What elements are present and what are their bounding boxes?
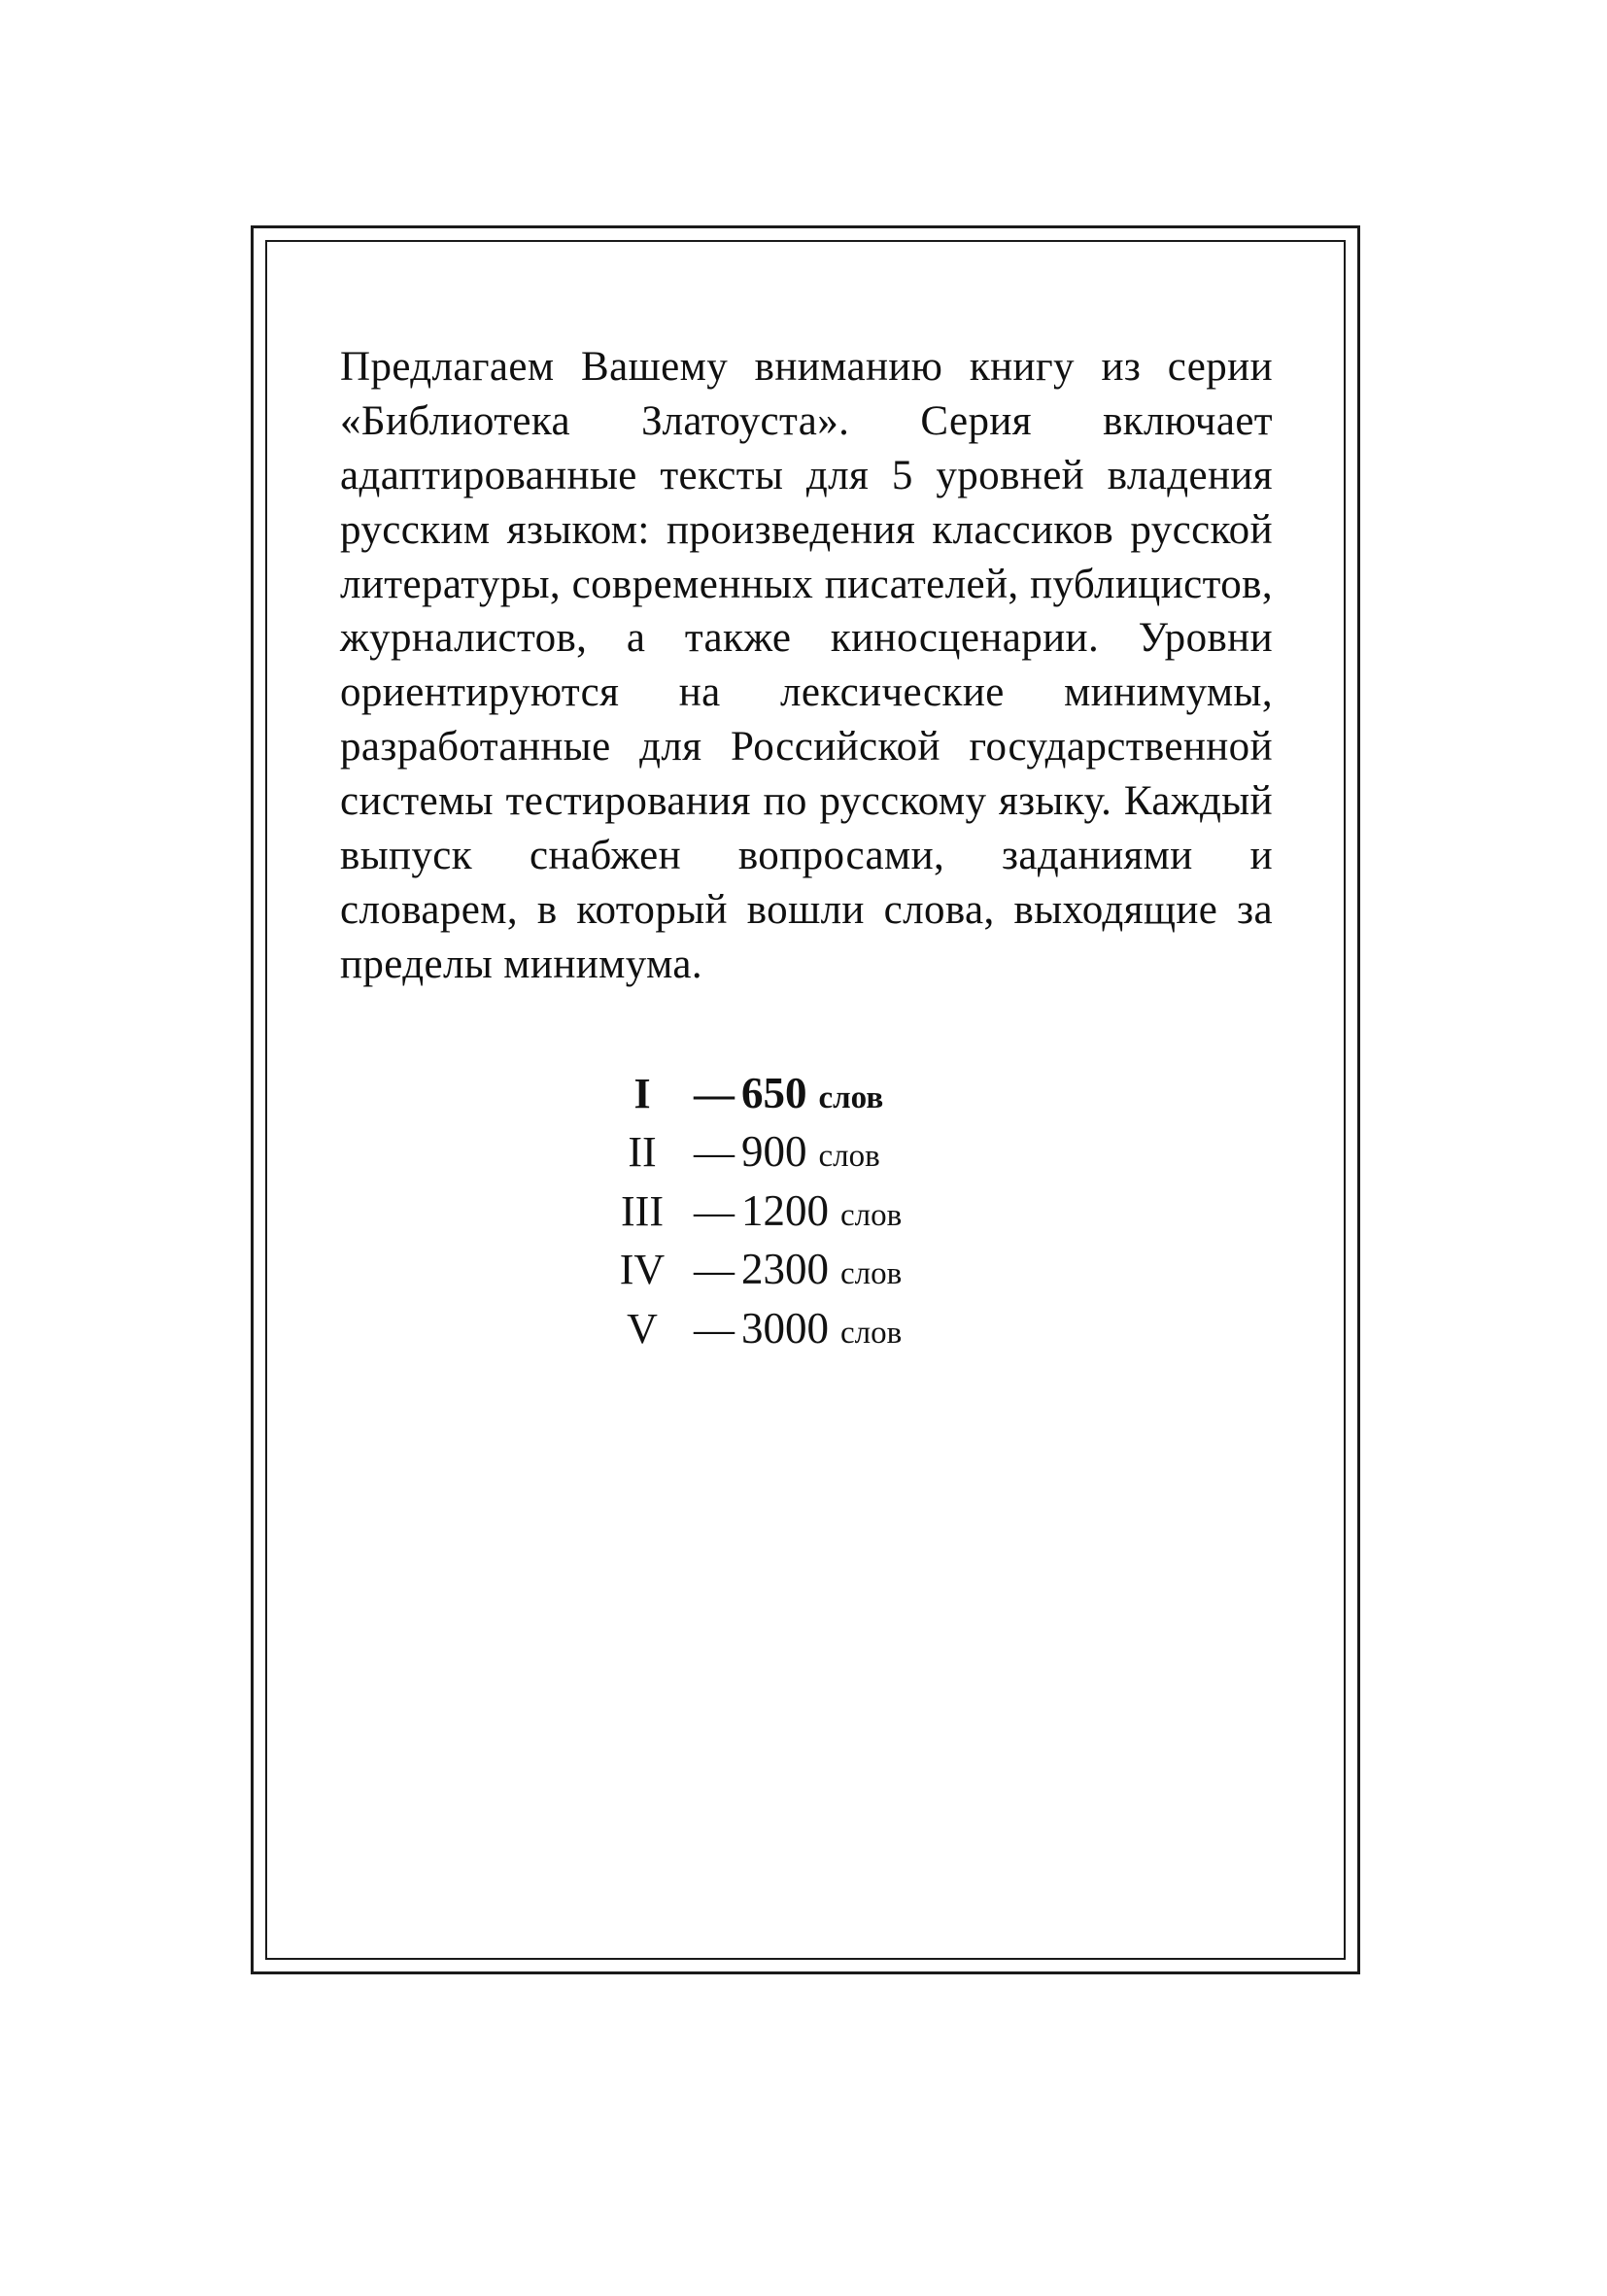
- levels-list: [340, 1068, 1273, 1355]
- level-roman-numeral: I: [633, 1069, 651, 1117]
- level-word-label: слов: [818, 1079, 884, 1115]
- level-word-count: 2300: [741, 1245, 829, 1294]
- level-dash: —: [694, 1189, 735, 1235]
- list-item: [598, 1185, 1015, 1238]
- level-dash: —: [694, 1249, 735, 1294]
- list-item: [598, 1303, 1015, 1355]
- series-description-paragraph: Предлагаем Вашему вниманию книгу из серии «Библиотека Златоуста». Серия включает адаптированные тексты для 5 уровней владения русским языком: произведения классиков русской литературы, современных писателей, публицистов, журналистов, а также киносценарии. Уровни ориентируются на лексические минимумы, разработанные для Российской государственной системы тестирования по русскому языку. Каждый выпуск снабжен вопросами, заданиями и словарем, в который вошли слова, выходящие за пределы минимума.: [340, 344, 1273, 987]
- level-dash: —: [694, 1307, 735, 1353]
- level-dash: —: [694, 1072, 735, 1117]
- cover-content: [340, 340, 1273, 1361]
- level-roman-numeral: II: [628, 1128, 657, 1177]
- level-word-label: слов: [840, 1256, 903, 1292]
- level-roman-numeral: III: [621, 1186, 664, 1235]
- level-word-label: слов: [840, 1197, 903, 1233]
- level-word-count: 900: [741, 1127, 807, 1177]
- list-item: [598, 1126, 1015, 1179]
- level-word-count: 650: [741, 1068, 807, 1117]
- level-roman-numeral: IV: [619, 1246, 666, 1294]
- level-word-count: 3000: [741, 1303, 829, 1353]
- list-item: [598, 1068, 1015, 1120]
- level-word-label: слов: [840, 1315, 903, 1351]
- level-word-label: слов: [818, 1139, 880, 1175]
- list-item: [598, 1244, 1015, 1296]
- level-roman-numeral: V: [627, 1304, 658, 1353]
- level-dash: —: [694, 1131, 735, 1177]
- level-word-count: 1200: [741, 1185, 829, 1235]
